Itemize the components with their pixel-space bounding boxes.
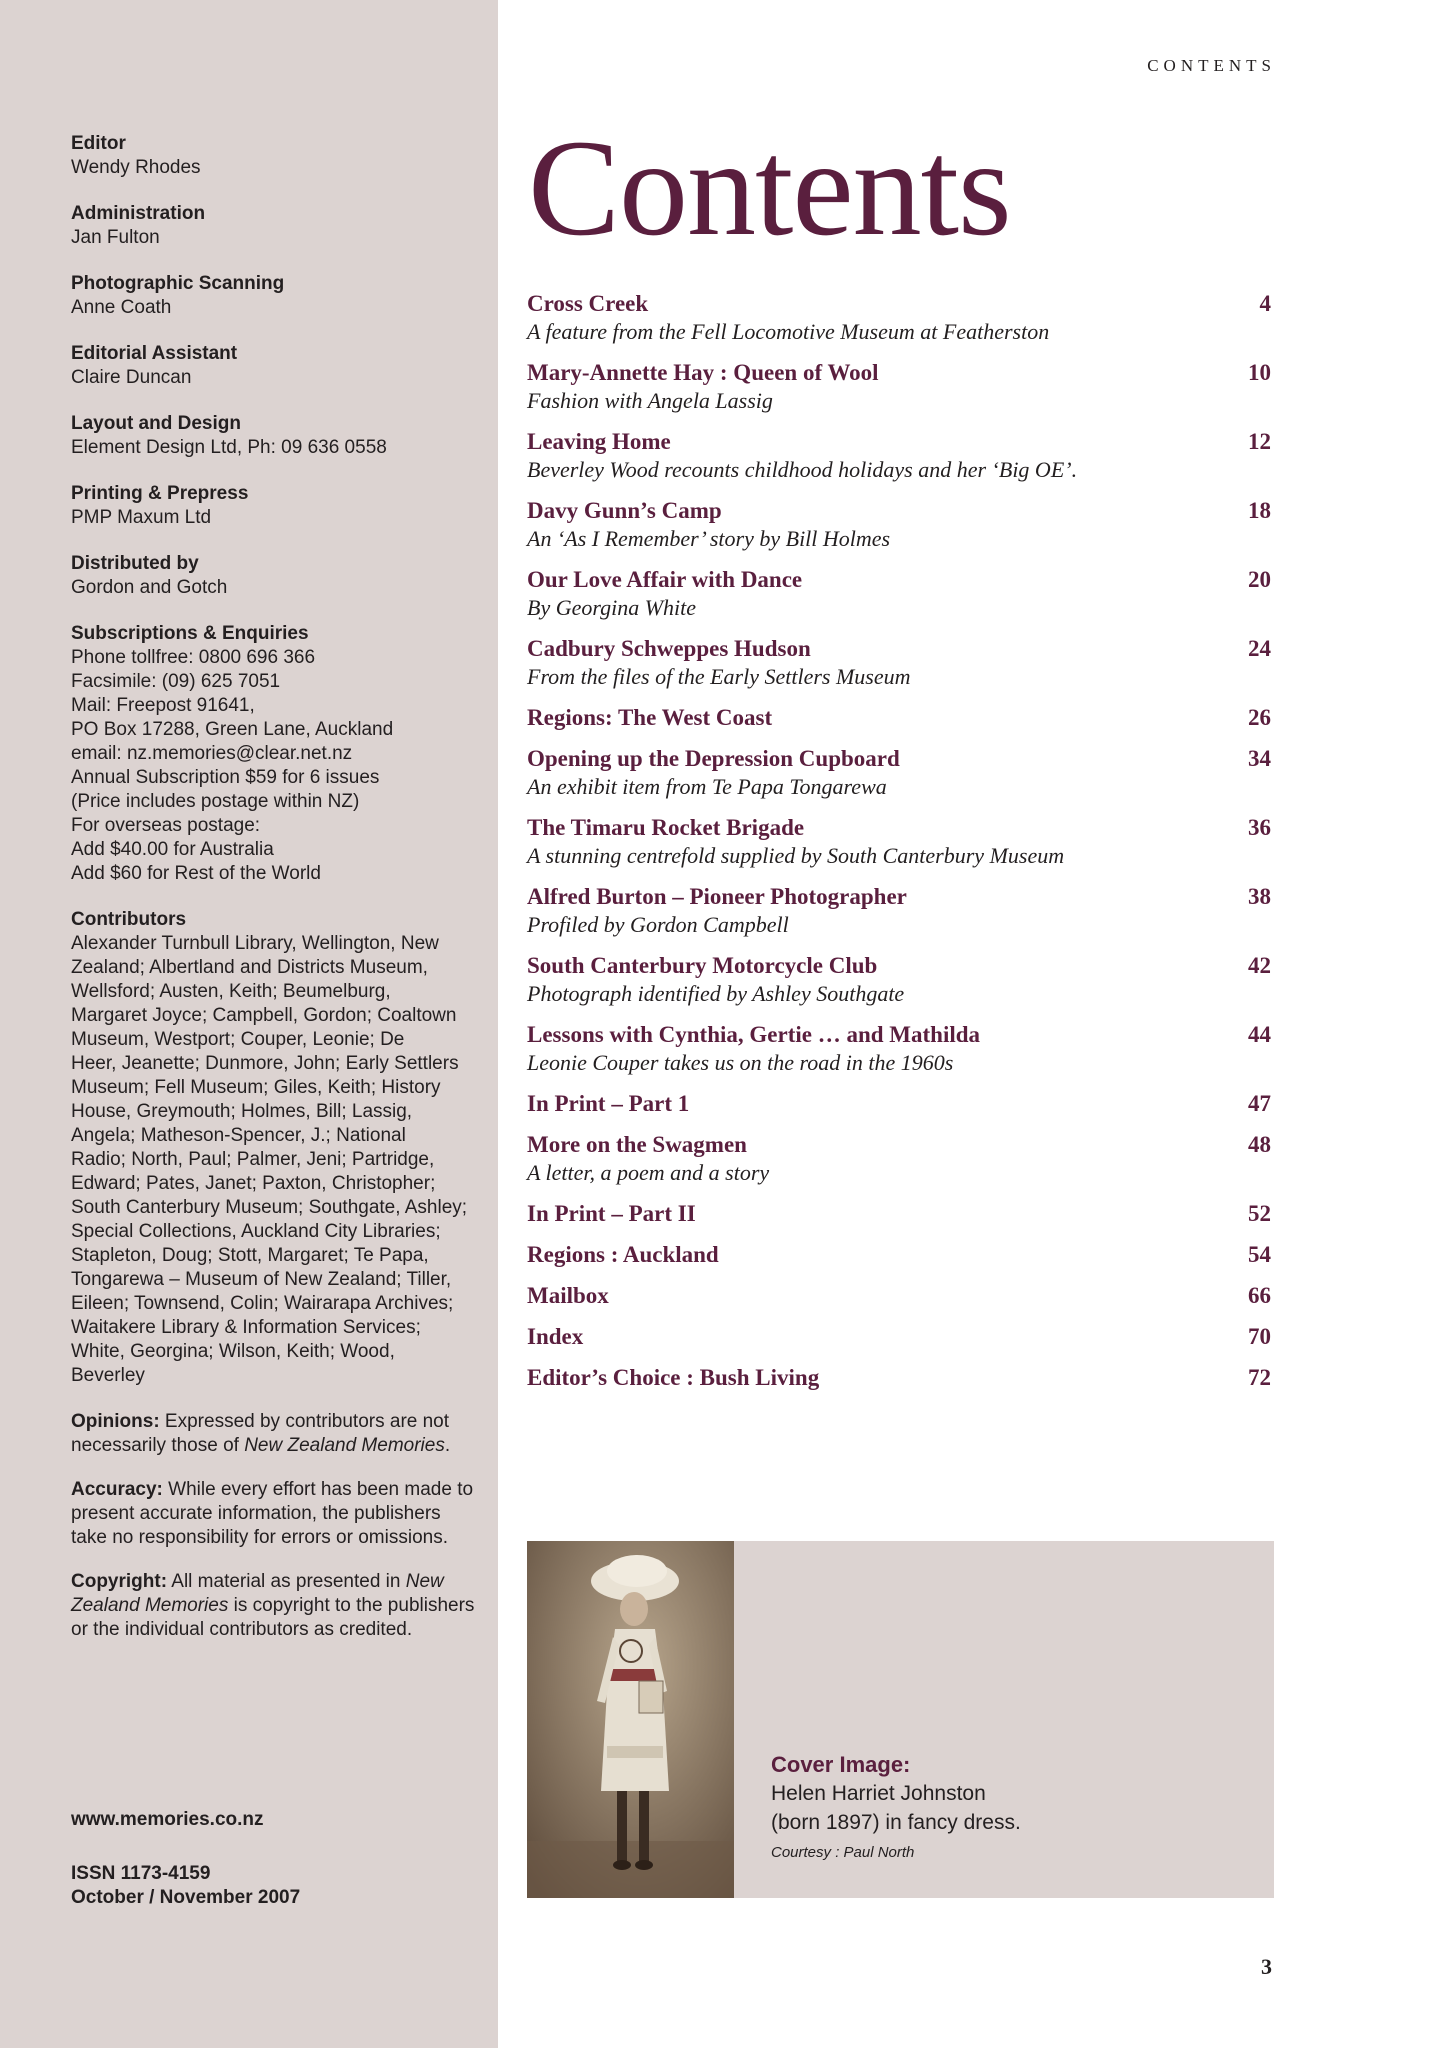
toc-entry[interactable]: [527, 1323, 1271, 1351]
toc-row: [527, 814, 1271, 842]
toc-entry[interactable]: [527, 1364, 1271, 1392]
toc-entry[interactable]: [527, 883, 1271, 939]
toc-subtitle: Beverley Wood recounts childhood holidays and her ‘Big OE’.: [527, 457, 1078, 482]
masthead-line: Claire Duncan: [71, 367, 192, 388]
toc-page-number: 18: [1248, 498, 1271, 523]
toc-page-number: 24: [1248, 636, 1271, 661]
toc-entry[interactable]: [527, 1090, 1271, 1118]
toc-page-number: 54: [1248, 1242, 1271, 1267]
masthead-line: White, Georgina; Wilson, Keith; Wood,: [71, 1341, 395, 1362]
toc-page-number: 20: [1248, 567, 1271, 592]
masthead-line: Mail: Freepost 91641,: [71, 695, 255, 716]
toc-entry[interactable]: [527, 359, 1271, 415]
toc-title: The Timaru Rocket Brigade: [527, 815, 805, 840]
masthead-block: [71, 202, 481, 250]
toc-entry[interactable]: [527, 745, 1271, 801]
masthead-label: Contributors: [71, 909, 187, 930]
masthead-line: Wendy Rhodes: [71, 157, 201, 178]
accuracy-text: While every effort has been made to present accurate information, the publishers take no responsibility for errors or omissions.: [71, 1479, 474, 1548]
toc-title: Editor’s Choice : Bush Living: [527, 1365, 820, 1390]
toc-page-number: 4: [1259, 291, 1271, 316]
masthead-label: Photographic Scanning: [71, 273, 285, 294]
toc-title: Index: [527, 1324, 584, 1349]
toc-row: [527, 1021, 1271, 1049]
masthead-label: Editor: [71, 133, 126, 154]
masthead-line: Element Design Ltd, Ph: 09 636 0558: [71, 437, 387, 458]
masthead-block: [71, 552, 481, 600]
toc-subtitle: Photograph identified by Ashley Southgate: [527, 981, 905, 1006]
masthead-line: House, Greymouth; Holmes, Bill; Lassig,: [71, 1101, 413, 1122]
toc-entry[interactable]: [527, 497, 1271, 553]
issn: ISSN 1173-4159: [71, 1863, 211, 1884]
toc-row: [527, 1241, 1271, 1269]
masthead-line: Phone tollfree: 0800 696 366: [71, 647, 316, 668]
copyright-notice: [71, 1570, 481, 1642]
toc-subtitle: Profiled by Gordon Campbell: [527, 912, 789, 937]
toc-entry[interactable]: [527, 1131, 1271, 1187]
toc-page-number: 70: [1248, 1324, 1271, 1349]
toc-title: Leaving Home: [527, 429, 671, 454]
masthead-blocks: [71, 132, 481, 1388]
table-of-contents: [527, 290, 1271, 1405]
toc-subtitle: An ‘As I Remember’ story by Bill Holmes: [527, 526, 891, 551]
toc-title: Regions: The West Coast: [527, 705, 773, 730]
toc-title: Opening up the Depression Cupboard: [527, 746, 900, 771]
toc-row: [527, 1364, 1271, 1392]
website-link[interactable]: www.memories.co.nz: [71, 1809, 264, 1830]
masthead-line: PMP Maxum Ltd: [71, 507, 212, 528]
masthead-line: Waitakere Library & Information Services;: [71, 1317, 421, 1338]
masthead-line: Anne Coath: [71, 297, 172, 318]
masthead-block: [71, 482, 481, 530]
toc-page-number: 10: [1248, 360, 1271, 385]
toc-page-number: 48: [1248, 1132, 1271, 1157]
toc-row: [527, 1200, 1271, 1228]
toc-page-number: 38: [1248, 884, 1271, 909]
masthead-block: [71, 908, 481, 1388]
masthead-line: Edward; Pates, Janet; Paxton, Christopher;: [71, 1173, 436, 1194]
toc-row: [527, 359, 1271, 387]
toc-title: More on the Swagmen: [527, 1132, 747, 1157]
masthead-line: Angela; Matheson-Spencer, J.; National: [71, 1125, 406, 1146]
masthead-line: Gordon and Gotch: [71, 577, 228, 598]
toc-page-number: 36: [1248, 815, 1271, 840]
masthead-line: Zealand; Albertland and Districts Museum,: [71, 957, 428, 978]
cover-photo: [527, 1541, 734, 1898]
masthead-label: Administration: [71, 203, 206, 224]
sidebar-footer: [71, 1808, 300, 1910]
copyright-text: All material as presented in: [167, 1571, 406, 1592]
masthead-line: Annual Subscription $59 for 6 issues: [71, 767, 380, 788]
masthead-line: PO Box 17288, Green Lane, Auckland: [71, 719, 394, 740]
toc-row: [527, 1323, 1271, 1351]
masthead-line: (Price includes postage within NZ): [71, 791, 360, 812]
masthead-block: [71, 412, 481, 460]
toc-row: [527, 566, 1271, 594]
masthead-block: [71, 132, 481, 180]
toc-subtitle: Fashion with Angela Lassig: [527, 388, 773, 413]
toc-title: Lessons with Cynthia, Gertie … and Mathilda: [527, 1022, 981, 1047]
toc-subtitle: A letter, a poem and a story: [527, 1160, 770, 1185]
toc-subtitle: From the files of the Early Settlers Museum: [527, 664, 911, 689]
toc-page-number: 72: [1248, 1365, 1271, 1390]
opinions-notice: [71, 1410, 481, 1458]
cover-caption-title: Cover Image:: [771, 1752, 911, 1777]
toc-title: Alfred Burton – Pioneer Photographer: [527, 884, 907, 909]
masthead-block: [71, 272, 481, 320]
toc-title: In Print – Part II: [527, 1201, 696, 1226]
cover-photo-illustration: [527, 1541, 734, 1898]
toc-page-number: 66: [1248, 1283, 1271, 1308]
masthead-label: Printing & Prepress: [71, 483, 249, 504]
masthead-line: Museum, Westport; Couper, Leonie; De: [71, 1029, 405, 1050]
opinions-end: .: [444, 1435, 451, 1456]
toc-title: Cross Creek: [527, 291, 649, 316]
toc-page-number: 42: [1248, 953, 1271, 978]
masthead-line: Tongarewa – Museum of New Zealand; Tiller,: [71, 1269, 452, 1290]
toc-subtitle: Leonie Couper takes us on the road in the 1960s: [527, 1050, 954, 1075]
masthead-line: Add $60 for Rest of the World: [71, 863, 321, 884]
toc-title: South Canterbury Motorcycle Club: [527, 953, 878, 978]
page-number: 3: [1261, 1954, 1272, 1979]
toc-page-number: 12: [1248, 429, 1271, 454]
masthead-line: Add $40.00 for Australia: [71, 839, 274, 860]
toc-page-number: 26: [1248, 705, 1271, 730]
toc-row: [527, 883, 1271, 911]
masthead-label: Subscriptions & Enquiries: [71, 623, 309, 644]
toc-entry[interactable]: [527, 290, 1271, 346]
toc-entry[interactable]: [527, 1241, 1271, 1269]
toc-subtitle: By Georgina White: [527, 595, 697, 620]
toc-page-number: 47: [1248, 1091, 1271, 1116]
toc-entry[interactable]: [527, 952, 1271, 1008]
toc-row: [527, 704, 1271, 732]
cover-caption-line: (born 1897) in fancy dress.: [771, 1811, 1021, 1834]
cover-caption-line: Helen Harriet Johnston: [771, 1782, 986, 1805]
toc-subtitle: An exhibit item from Te Papa Tongarewa: [527, 774, 887, 799]
copyright-end: is copyright to the publishers or the individual contributors as credited.: [71, 1595, 475, 1640]
toc-row: [527, 1282, 1271, 1310]
toc-entry[interactable]: [527, 635, 1271, 691]
masthead-line: Margaret Joyce; Campbell, Gordon; Coaltown: [71, 1005, 457, 1026]
toc-entry[interactable]: [527, 814, 1271, 870]
toc-row: [527, 1131, 1271, 1159]
toc-subtitle: A stunning centrefold supplied by South Canterbury Museum: [527, 843, 1065, 868]
toc-entry[interactable]: [527, 428, 1271, 484]
toc-entry[interactable]: [527, 566, 1271, 622]
masthead-line: Radio; North, Paul; Palmer, Jeni; Partridge,: [71, 1149, 435, 1170]
accuracy-label: Accuracy:: [71, 1479, 163, 1500]
toc-title: Our Love Affair with Dance: [527, 567, 803, 592]
masthead-line: Eileen; Townsend, Colin; Wairarapa Archives;: [71, 1293, 454, 1314]
masthead-line: Jan Fulton: [71, 227, 160, 248]
masthead-line: Special Collections, Auckland City Libraries;: [71, 1221, 441, 1242]
toc-title: Mailbox: [527, 1283, 609, 1308]
toc-page-number: 52: [1248, 1201, 1271, 1226]
masthead-label: Editorial Assistant: [71, 343, 238, 364]
toc-row: [527, 952, 1271, 980]
copyright-italic: New Zealand Memories: [71, 1571, 444, 1616]
masthead-block: [71, 342, 481, 390]
toc-title: Davy Gunn’s Camp: [527, 498, 722, 523]
toc-page-number: 34: [1248, 746, 1271, 771]
cover-credit: Courtesy : Paul North: [771, 1844, 915, 1861]
toc-entry[interactable]: [527, 704, 1271, 732]
opinions-italic: New Zealand Memories: [244, 1435, 445, 1456]
section-label: CONTENTS: [1147, 56, 1276, 75]
toc-title: Mary-Annette Hay : Queen of Wool: [527, 360, 879, 385]
page-title: Contents: [528, 111, 1011, 264]
toc-entry[interactable]: [527, 1282, 1271, 1310]
masthead-line: For overseas postage:: [71, 815, 261, 836]
toc-row: [527, 428, 1271, 456]
masthead: [71, 132, 481, 1662]
masthead-label: Layout and Design: [71, 413, 241, 434]
masthead-line: Beverley: [71, 1365, 145, 1386]
masthead-line: Wellsford; Austen, Keith; Beumelburg,: [71, 981, 391, 1002]
toc-entry[interactable]: [527, 1021, 1271, 1077]
toc-title: Cadbury Schweppes Hudson: [527, 636, 811, 661]
opinions-label: Opinions:: [71, 1411, 160, 1432]
accuracy-notice: [71, 1478, 481, 1550]
copyright-label: Copyright:: [71, 1571, 168, 1592]
toc-row: [527, 1090, 1271, 1118]
masthead-line: email: nz.memories@clear.net.nz: [71, 743, 353, 764]
toc-title: Regions : Auckland: [527, 1242, 719, 1267]
toc-row: [527, 745, 1271, 773]
toc-row: [527, 290, 1271, 318]
masthead-block: [71, 622, 481, 886]
toc-subtitle: A feature from the Fell Locomotive Museum at Featherston: [527, 319, 1050, 344]
toc-entry[interactable]: [527, 1200, 1271, 1228]
cover-caption: [771, 1751, 1261, 1865]
cover-image-box: [527, 1541, 1274, 1898]
masthead-sidebar: [0, 0, 498, 2048]
toc-page-number: 44: [1248, 1022, 1271, 1047]
toc-title: In Print – Part 1: [527, 1091, 690, 1116]
opinions-text: Expressed by contributors are not necessarily those of: [71, 1411, 450, 1456]
masthead-line: South Canterbury Museum; Southgate, Ashley;: [71, 1197, 468, 1218]
masthead-line: Alexander Turnbull Library, Wellington, New: [71, 933, 439, 954]
masthead-line: Museum; Fell Museum; Giles, Keith; History: [71, 1077, 441, 1098]
issue-date: October / November 2007: [71, 1887, 301, 1908]
masthead-label: Distributed by: [71, 553, 199, 574]
masthead-line: Heer, Jeanette; Dunmore, John; Early Settlers: [71, 1053, 459, 1074]
toc-row: [527, 635, 1271, 663]
masthead-line: Facsimile: (09) 625 7051: [71, 671, 281, 692]
masthead-line: Stapleton, Doug; Stott, Margaret; Te Papa,: [71, 1245, 429, 1266]
toc-row: [527, 497, 1271, 525]
